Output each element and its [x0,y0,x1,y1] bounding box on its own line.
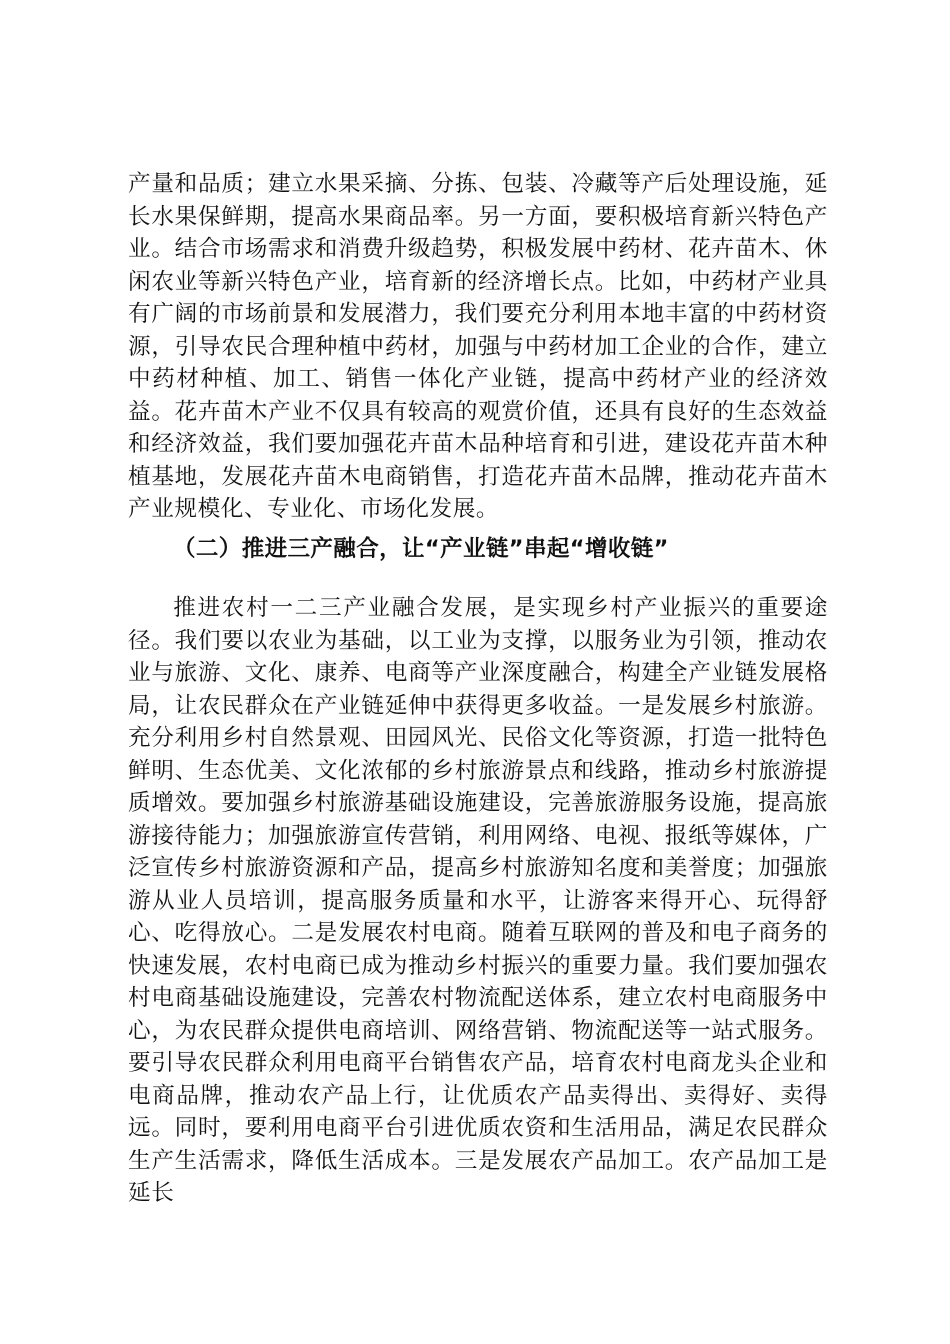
body-paragraph: 产量和品质；建立水果采摘、分拣、包装、冷藏等产后处理设施，延长水果保鲜期，提高水果商品率。另一方面，要积极培育新兴特色产业。结合市场需求和消费升级趋势，积极发展中药材、花卉苗木、休闲农业等新兴特色产业，培育新的经济增长点。比如，中药材产业具有广阔的市场前景和发展潜力，我们要充分利用本地丰富的中药材资源，引导农民合理种植中药材，加强与中药材加工企业的合作，建立中药材种植、加工、销售一体化产业链，提高中药材产业的经济效益。花卉苗木产业不仅具有较高的观赏价值，还具有良好的生态效益和经济效益，我们要加强花卉苗木品种培育和引进，建设花卉苗木种植基地，发展花卉苗木电商销售，打造花卉苗木品牌，推动花卉苗木产业规模化、专业化、市场化发展。 [128,171,828,522]
section-heading: （二）推进三产融合，让“产业链”串起“增收链” [173,536,669,562]
body-paragraph: 推进农村一二三产业融合发展，是实现乡村产业振兴的重要途径。我们要以农业为基础，以工业为支撑，以服务业为引领，推动农业与旅游、文化、康养、电商等产业深度融合，构建全产业链发展格局，让农民群众在产业链延伸中获得更多收益。一是发展乡村旅游。充分利用乡村自然景观、田园风光、民俗文化等资源，打造一批特色鲜明、生态优美、文化浓郁的乡村旅游景点和线路，推动乡村旅游提质增效。要加强乡村旅游基础设施建设，完善旅游服务设施，提高旅游接待能力；加强旅游宣传营销，利用网络、电视、报纸等媒体，广泛宣传乡村旅游资源和产品，提高乡村旅游知名度和美誉度；加强旅游从业人员培训，提高服务质量和水平，让游客来得开心、玩得舒心、吃得放心。二是发展农村电商。随着互联网的普及和电子商务的快速发展，农村电商已成为推动乡村振兴的重要力量。我们要加强农村电商基础设施建设，完善农村物流配送体系，建立农村电商服务中心，为农民群众提供电商培训、网络营销、物流配送等一站式服务。要引导农民群众利用电商平台销售农产品，培育农村电商龙头企业和电商品牌，推动农产品上行，让优质农产品卖得出、卖得好、卖得远。同时，要利用电商平台引进优质农资和生活用品，满足农民群众生产生活需求，降低生活成本。三是发展农产品加工。农产品加工是延长 [128,595,828,1206]
